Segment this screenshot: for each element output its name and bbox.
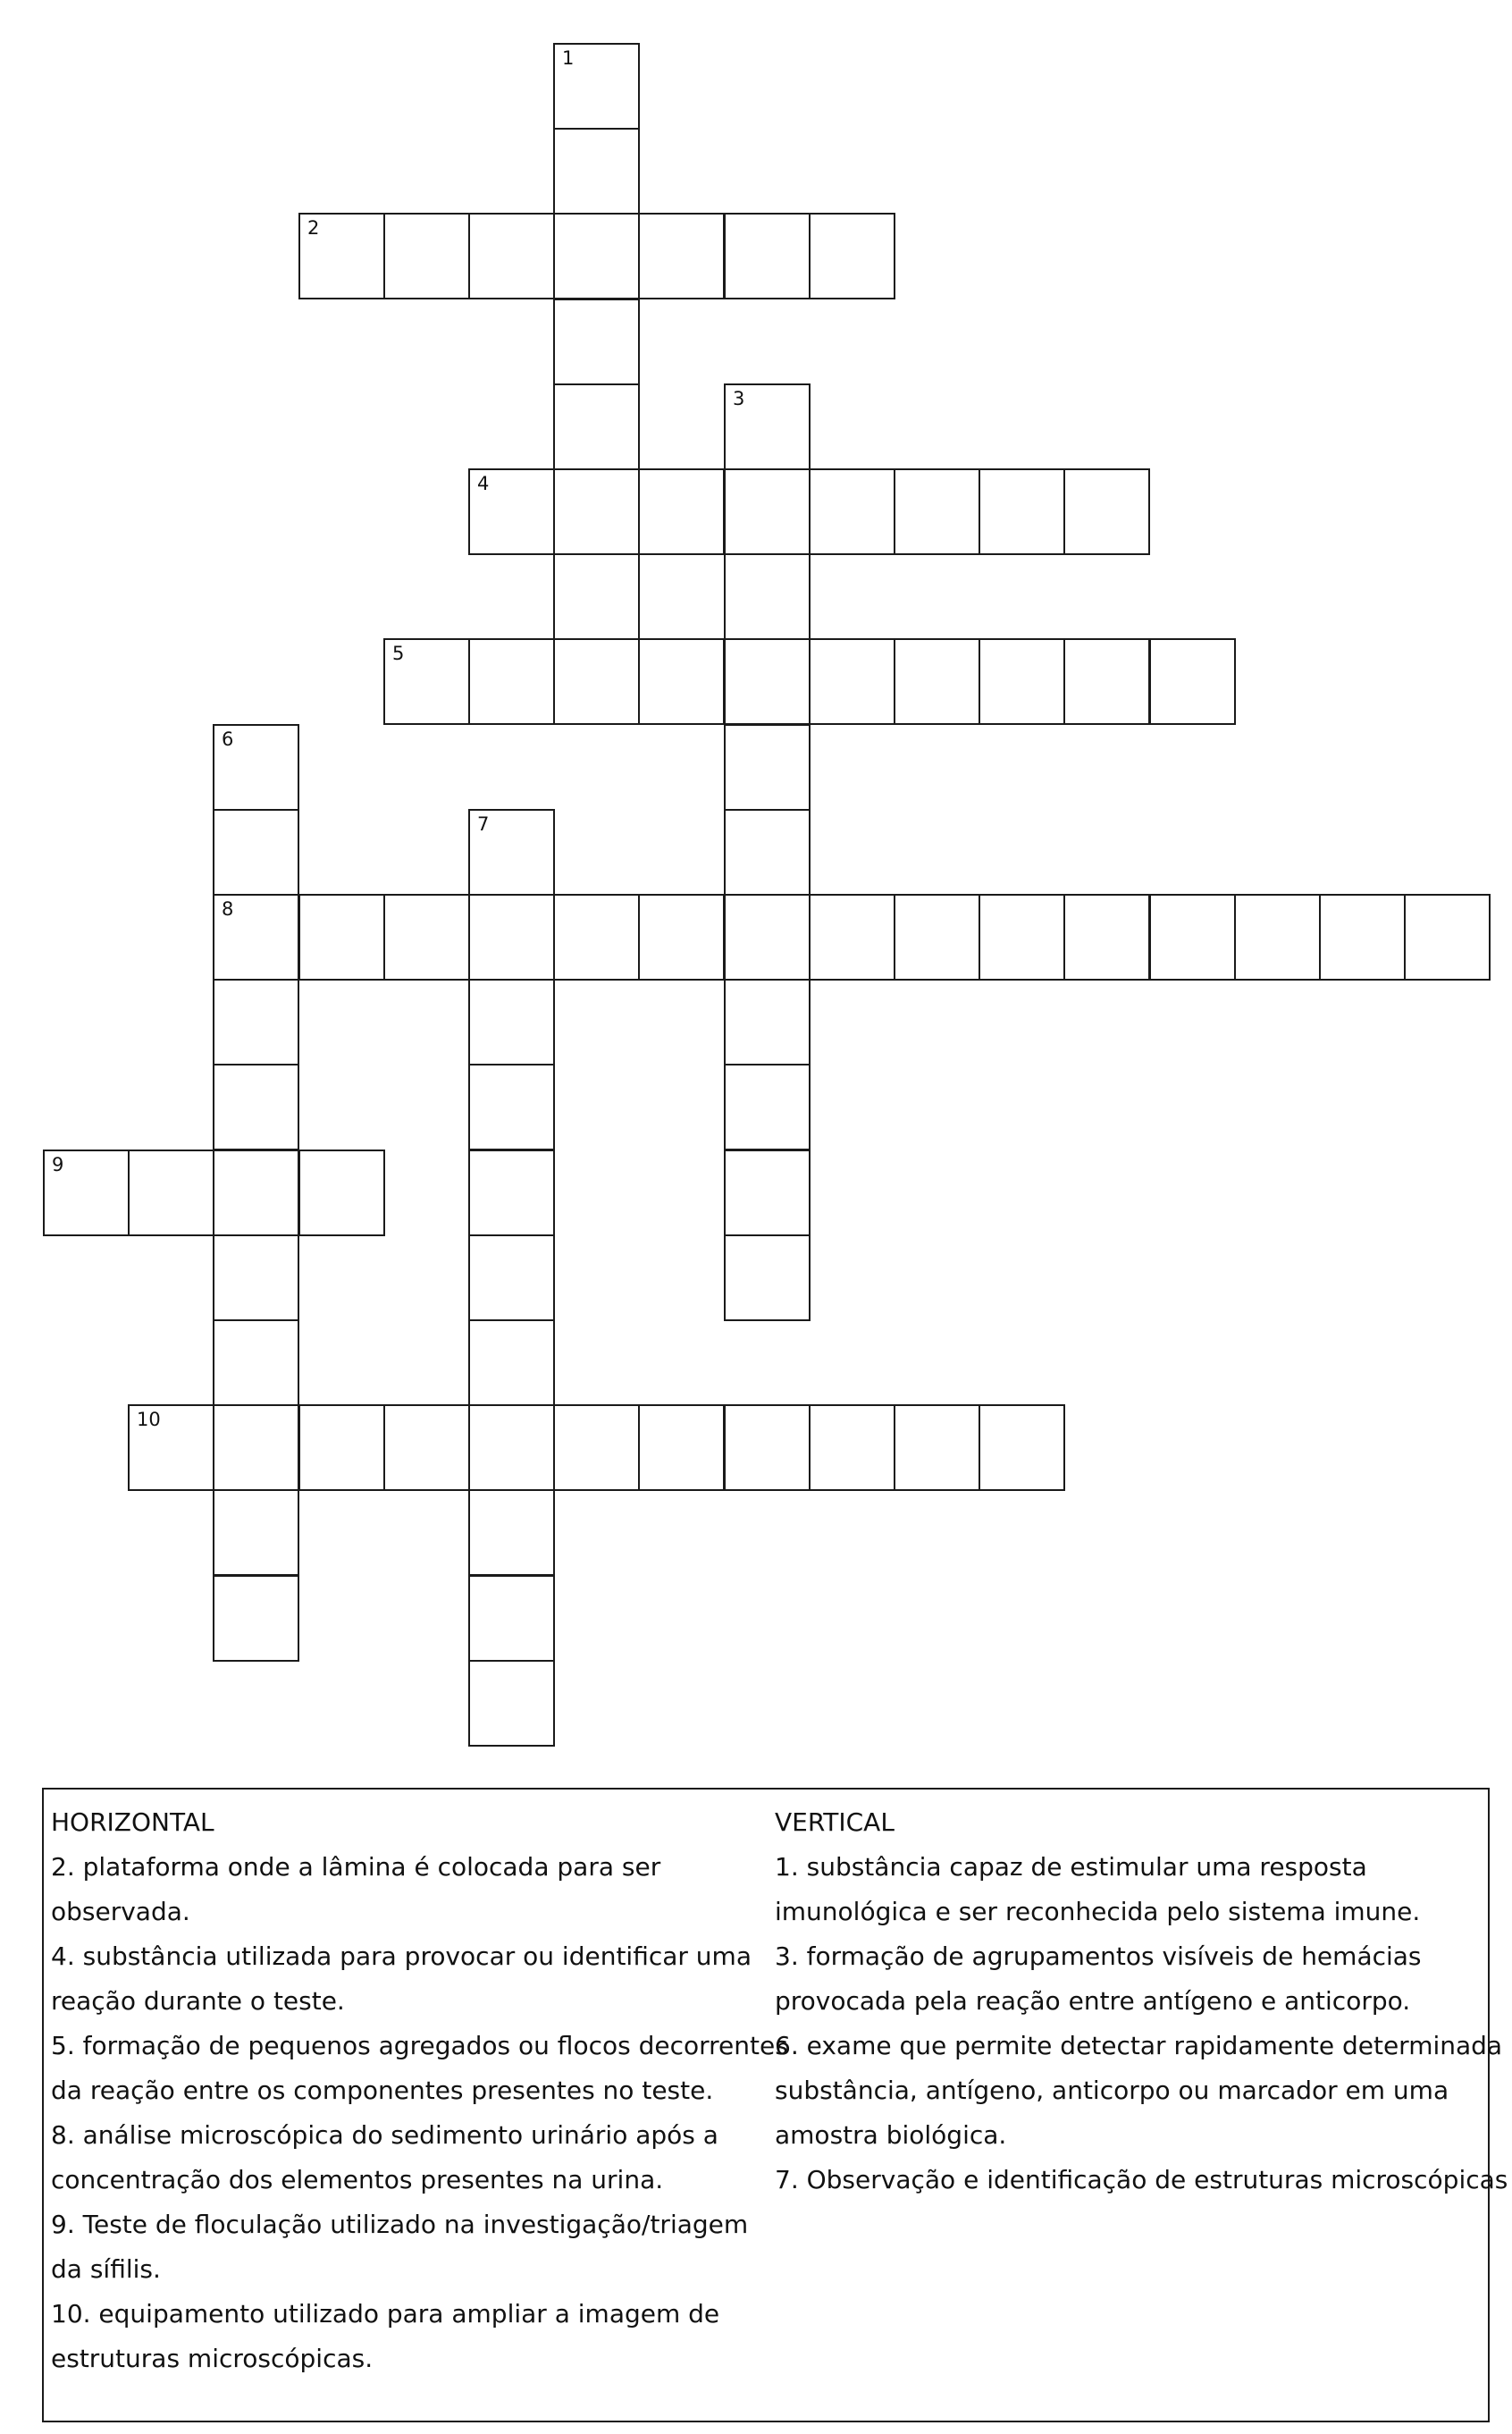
crossword-cell[interactable]	[724, 553, 811, 640]
crossword-cell[interactable]	[213, 1404, 299, 1491]
crossword-cell[interactable]	[553, 128, 640, 215]
crossword-cell[interactable]	[638, 468, 725, 555]
crossword-cell[interactable]	[468, 894, 555, 981]
crossword-cell[interactable]	[213, 1150, 299, 1236]
crossword-cell[interactable]	[809, 894, 895, 981]
crossword-cell[interactable]	[553, 638, 640, 725]
clue-number: 6	[222, 729, 234, 750]
vertical-clue-line: imunológica e ser reconhecida pelo sistema imune.	[775, 1897, 1421, 1926]
crossword-cell[interactable]	[298, 894, 385, 981]
crossword-cell[interactable]	[724, 1150, 811, 1236]
crossword-cell[interactable]	[553, 553, 640, 640]
crossword-cell[interactable]	[298, 1404, 385, 1491]
crossword-cell[interactable]	[468, 1404, 555, 1491]
crossword-cell[interactable]	[1063, 894, 1150, 981]
crossword-cell[interactable]	[468, 1575, 555, 1662]
crossword-cell[interactable]	[213, 1234, 299, 1321]
horizontal-heading: HORIZONTAL	[51, 1807, 214, 1837]
crossword-cell[interactable]	[809, 213, 895, 299]
crossword-cell[interactable]	[894, 468, 980, 555]
crossword-cell[interactable]	[638, 894, 725, 981]
crossword-cell[interactable]	[724, 638, 811, 725]
horizontal-clue-line: da sífilis.	[51, 2254, 161, 2284]
crossword-cell[interactable]	[724, 213, 811, 299]
crossword-cell[interactable]	[468, 1234, 555, 1321]
clue-number: 9	[52, 1154, 64, 1175]
vertical-clue-line: 6. exame que permite detectar rapidamente determinada	[775, 2031, 1503, 2060]
horizontal-clue-line: concentração dos elementos presentes na urina.	[51, 2165, 664, 2194]
crossword-cell[interactable]	[724, 979, 811, 1065]
crossword-cell[interactable]	[724, 383, 811, 470]
crossword-cell[interactable]	[638, 638, 725, 725]
crossword-cell[interactable]	[128, 1150, 214, 1236]
crossword-cell[interactable]	[979, 1404, 1065, 1491]
crossword-cell[interactable]	[1149, 894, 1236, 981]
crossword-cell[interactable]	[724, 468, 811, 555]
crossword-cell[interactable]	[213, 1319, 299, 1406]
crossword-cell[interactable]	[213, 1064, 299, 1150]
crossword-cell[interactable]	[724, 1064, 811, 1150]
crossword-cell[interactable]	[553, 299, 640, 385]
horizontal-clues	[51, 1800, 788, 2381]
vertical-clue-line: 7. Observação e identificação de estruturas microscópicas	[775, 2165, 1508, 2194]
horizontal-clue-line: estruturas microscópicas.	[51, 2344, 374, 2373]
crossword-cell[interactable]	[468, 213, 555, 299]
crossword-cell[interactable]	[724, 809, 811, 896]
vertical-heading: VERTICAL	[775, 1807, 895, 1837]
crossword-cell[interactable]	[213, 979, 299, 1065]
crossword-cell[interactable]	[638, 213, 725, 299]
clue-number: 2	[307, 217, 320, 239]
crossword-cell[interactable]	[383, 638, 470, 725]
crossword-cell[interactable]	[468, 638, 555, 725]
crossword-cell[interactable]	[553, 894, 640, 981]
clue-number: 8	[222, 898, 234, 920]
crossword-cell[interactable]	[468, 1064, 555, 1150]
crossword-cell[interactable]	[43, 1150, 130, 1236]
clue-number: 10	[137, 1409, 161, 1430]
crossword-cell[interactable]	[1234, 894, 1321, 981]
crossword-cell[interactable]	[553, 43, 640, 130]
horizontal-clue-line: reação durante o teste.	[51, 1986, 345, 2016]
horizontal-clue-line: 9. Teste de floculação utilizado na investigação/triagem	[51, 2210, 749, 2239]
crossword-cell[interactable]	[979, 894, 1065, 981]
vertical-clue-line: substância, antígeno, anticorpo ou marcador em uma	[775, 2076, 1449, 2105]
horizontal-clue-line: 2. plataforma onde a lâmina é colocada para ser	[51, 1852, 661, 1882]
clue-number: 4	[477, 473, 490, 494]
crossword-cell[interactable]	[1149, 638, 1236, 725]
crossword-cell[interactable]	[1063, 468, 1150, 555]
crossword-cell[interactable]	[1404, 894, 1491, 981]
crossword-cell[interactable]	[979, 468, 1065, 555]
crossword-cell[interactable]	[724, 1404, 811, 1491]
crossword-cell[interactable]	[809, 1404, 895, 1491]
clues-box	[42, 1788, 1508, 2422]
crossword-cell[interactable]	[298, 1150, 385, 1236]
crossword-cell[interactable]	[128, 1404, 214, 1491]
vertical-clue-line: 3. formação de agrupamentos visíveis de hemácias	[775, 1941, 1422, 1971]
vertical-clue-line: provocada pela reação entre antígeno e anticorpo.	[775, 1986, 1411, 2016]
crossword-cell[interactable]	[724, 724, 811, 811]
crossword-cell[interactable]	[894, 1404, 980, 1491]
crossword-cell[interactable]	[468, 979, 555, 1065]
crossword-cell[interactable]	[383, 894, 470, 981]
crossword-cell[interactable]	[894, 638, 980, 725]
horizontal-clue-line: observada.	[51, 1897, 190, 1926]
clue-number: 7	[477, 813, 490, 835]
crossword-cell[interactable]	[468, 1319, 555, 1406]
crossword-cell[interactable]	[553, 468, 640, 555]
crossword-cell[interactable]	[468, 1489, 555, 1576]
clue-number: 5	[392, 643, 405, 664]
vertical-clues	[775, 1800, 1508, 2202]
crossword-cell[interactable]	[553, 1404, 640, 1491]
crossword-cell[interactable]	[724, 894, 811, 981]
crossword-cell[interactable]	[553, 383, 640, 470]
crossword-cell[interactable]	[213, 894, 299, 981]
crossword-cell[interactable]	[468, 1150, 555, 1236]
crossword-cell[interactable]	[468, 809, 555, 896]
crossword-cell[interactable]	[468, 1660, 555, 1747]
crossword-cell[interactable]	[213, 1575, 299, 1662]
crossword-cell[interactable]	[298, 213, 385, 299]
horizontal-clue-line: 10. equipamento utilizado para ampliar a imagem de	[51, 2299, 720, 2329]
crossword-cell[interactable]	[894, 894, 980, 981]
crossword-cell[interactable]	[1063, 638, 1150, 725]
horizontal-clue-line: 4. substância utilizada para provocar ou identificar uma	[51, 1941, 752, 1971]
crossword-cell[interactable]	[213, 724, 299, 811]
vertical-clue-line: 1. substância capaz de estimular uma resposta	[775, 1852, 1367, 1882]
crossword-cell[interactable]	[383, 1404, 470, 1491]
horizontal-clue-line: 5. formação de pequenos agregados ou flocos decorrentes	[51, 2031, 788, 2060]
clue-number: 1	[562, 47, 575, 69]
horizontal-clue-line: 8. análise microscópica do sedimento urinário após a	[51, 2120, 718, 2150]
crossword-cell[interactable]	[213, 1489, 299, 1576]
clue-number: 3	[733, 388, 745, 409]
horizontal-clue-line: da reação entre os componentes presentes no teste.	[51, 2076, 714, 2105]
crossword-cell[interactable]	[1319, 894, 1406, 981]
crossword-cell[interactable]	[638, 1404, 725, 1491]
crossword-cell[interactable]	[553, 213, 640, 299]
crossword-cell[interactable]	[213, 809, 299, 896]
crossword-cell[interactable]	[809, 638, 895, 725]
crossword-cell[interactable]	[724, 1234, 811, 1321]
vertical-clue-line: amostra biológica.	[775, 2120, 1007, 2150]
crossword-cell[interactable]	[809, 468, 895, 555]
crossword-cell[interactable]	[383, 213, 470, 299]
crossword-cell[interactable]	[468, 468, 555, 555]
crossword-cell[interactable]	[979, 638, 1065, 725]
